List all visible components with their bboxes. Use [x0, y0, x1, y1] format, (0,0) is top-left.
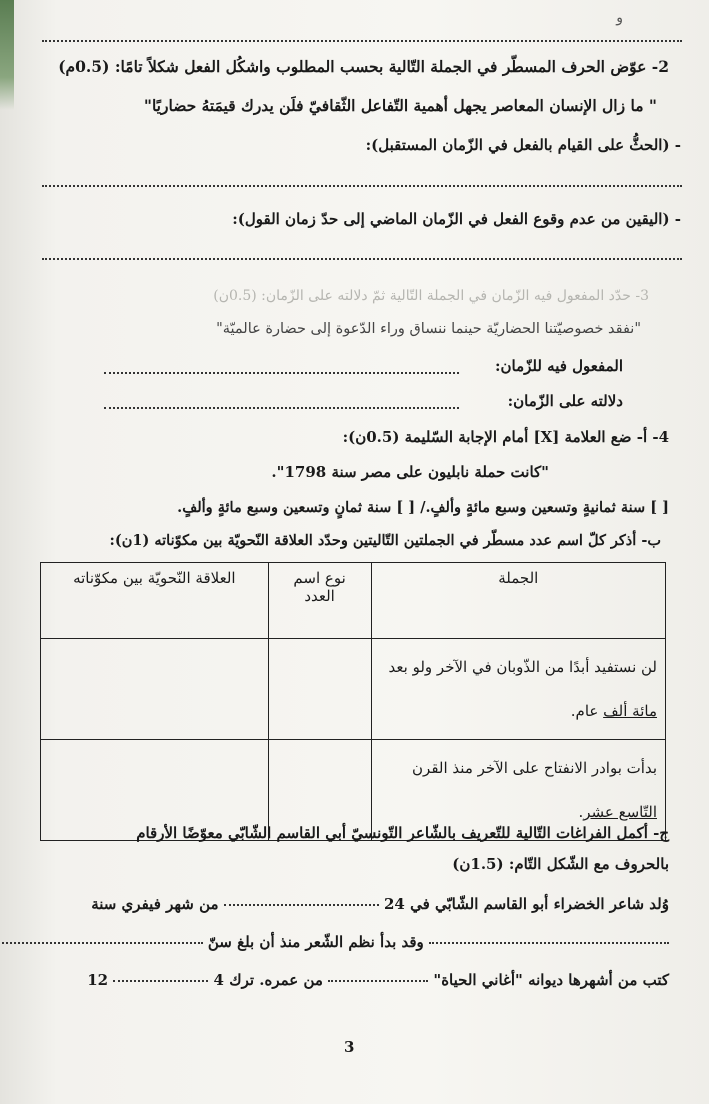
fill-blank[interactable]	[0, 942, 203, 944]
q4c-line-3: كتب من أشهرها ديوانه "أغاني الحياة" من عمره. ترك 4 12	[87, 971, 669, 989]
fill-blank[interactable]	[224, 904, 379, 906]
q2-item-future: - (الحثُّ على القيام بالفعل في الزّمان المستقبل):	[365, 136, 681, 154]
answer-cell-type[interactable]	[268, 639, 371, 740]
row-sentence: لن نستفيد أبدًا من الذّوبان في الآخر ولو بعد مائة ألف عام.	[371, 639, 665, 740]
q4c-line-2: وقد بدأ نظم الشّعر منذ أن بلغ سنّ	[0, 931, 669, 953]
q3-item-adverb	[495, 355, 623, 377]
q4c-heading-2: بالحروف مع الشّكل التّام: (1.5ن)	[452, 855, 669, 873]
answer-line	[42, 258, 682, 260]
number-analysis-table	[40, 562, 666, 841]
fill-blank[interactable]	[429, 942, 669, 944]
header-sentence: الجملة	[371, 563, 665, 639]
q3-item-meaning	[508, 390, 623, 412]
table-row	[41, 639, 666, 740]
q4a-heading: 4- أ- ضع العلامة [X] أمام الإجابة السّليمة (0.5ن):	[342, 428, 669, 446]
answer-cell-relation[interactable]	[41, 639, 269, 740]
q2-heading: 2- عوّض الحرف المسطّر في الجملة التّالية بحسب المطلوب واشكُل الفعل شكلاً تامًا: (0.5م)	[58, 57, 669, 76]
q3-sentence: "نفقد خصوصيّتنا الحضاريّة حينما ننساق وراء الدّعوة إلى حضارة عالميّة"	[216, 321, 641, 337]
q2-item-past: - (اليقين من عدم وقوع الفعل في الزّمان الماضي إلى حدّ زمان القول):	[232, 210, 681, 228]
q4c-line-1: وُلد شاعر الخضراء أبو القاسم الشّابّي في 24 من شهر فيفري سنة	[91, 895, 669, 913]
corner-mark: و	[616, 10, 623, 26]
q4b-heading: ب- أذكر كلّ اسم عدد مسطّر في الجملتين التّاليتين وحدّد العلاقة النّحويّة بين مكوّناته (1ن):	[109, 532, 661, 549]
q3-heading: 3- حدّد المفعول فيه الزّمان في الجملة التّالية ثمّ دلالته على الزّمان: (0.5ن)	[213, 288, 649, 304]
header-relation: العلاقة النّحويّة بين مكوّناته	[41, 563, 269, 639]
answer-line	[104, 372, 459, 374]
q3-adverb-label: المفعول فيه للزّمان:	[494, 357, 623, 375]
q4a-sentence: "كانت حملة نابليون على مصر سنة 1798".	[271, 463, 549, 481]
q4a-options: [ ] سنة ثمانيةٍ وتسعين وسبع مائةٍ وألفٍ./ [ ] سنة ثمانٍ وتسعين وسبع مائةٍ وألفٍ.	[177, 499, 669, 516]
answer-line	[42, 40, 682, 42]
answer-line	[104, 407, 459, 409]
page-edge-shadow	[0, 0, 14, 110]
row-sentence: بدأت بوادر الانفتاح على الآخر منذ القرن التّاسع عشر.	[371, 740, 665, 841]
q3-meaning-label: دلالته على الزّمان:	[507, 392, 623, 410]
header-number-type: نوع اسم العدد	[268, 563, 371, 639]
answer-line	[42, 185, 682, 187]
q2-sentence: " ما زال الإنسان المعاصر يجهل أهمية التّفاعل الثّقافيّ فلَن يدرك قيمَتهُ حضاريًا"	[143, 96, 657, 115]
q4c-heading: ج- أكمل الفراغات التّالية للتّعريف بالشّاعر التّونسيّ أبي القاسم الشّابّي معوّضًا الأرقام	[136, 824, 669, 842]
fill-blank[interactable]	[113, 980, 208, 982]
underlined-number: التّاسع عشر	[583, 803, 657, 821]
table-header-row	[41, 563, 666, 639]
fill-blank[interactable]	[328, 980, 428, 982]
page-number: 3	[344, 1038, 355, 1056]
underlined-number: مائة ألف	[603, 702, 657, 720]
